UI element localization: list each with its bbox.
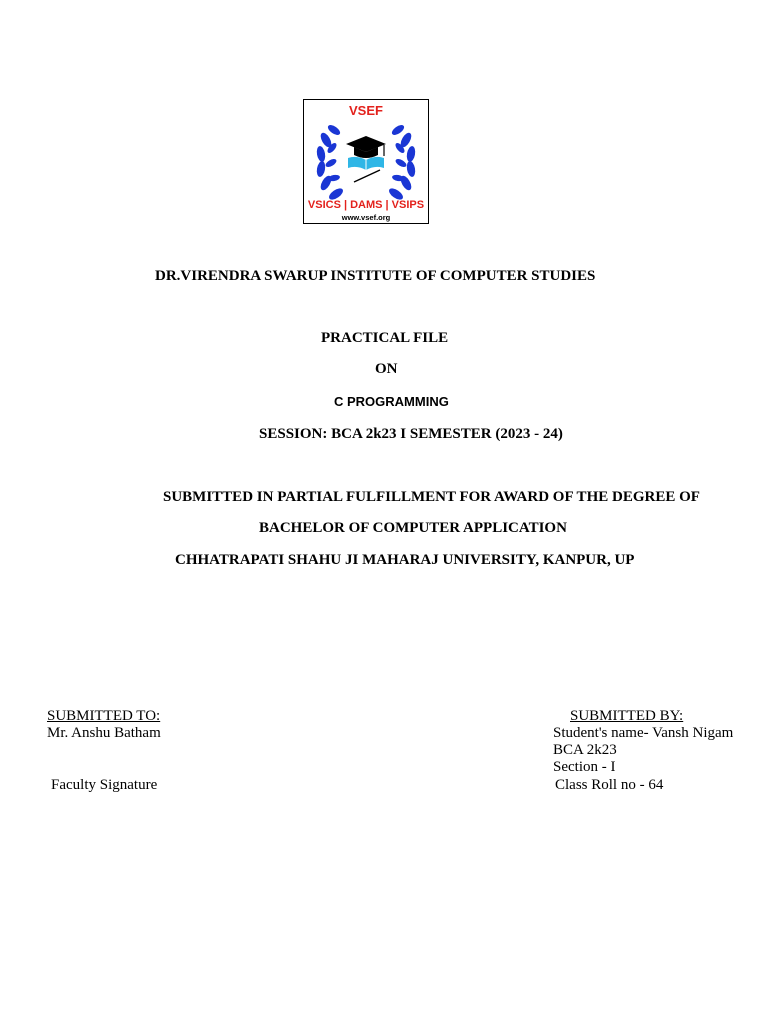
degree-line: BACHELOR OF COMPUTER APPLICATION	[259, 520, 567, 536]
student-class: BCA 2k23	[553, 742, 617, 758]
pen-icon	[354, 170, 380, 182]
submitted-by-heading: SUBMITTED BY:	[570, 708, 684, 724]
session-line: SESSION: BCA 2k23 I SEMESTER (2023 - 24)	[259, 426, 563, 442]
graduation-cap-icon	[346, 136, 386, 158]
faculty-signature-label: Faculty Signature	[51, 777, 158, 793]
open-book-icon	[348, 157, 384, 170]
faculty-name: Mr. Anshu Batham	[47, 725, 161, 741]
student-name: Student's name- Vansh Nigam	[553, 725, 734, 741]
laurel-left-icon	[316, 123, 345, 202]
submitted-to-heading: SUBMITTED TO:	[47, 708, 161, 724]
vsef-emblem-icon	[304, 100, 428, 223]
institute-logo	[303, 99, 429, 224]
student-roll-no: Class Roll no - 64	[555, 777, 664, 793]
logo-url-text: www.vsef.org	[341, 213, 391, 222]
logo-bottom-text: VSICS | DAMS | VSIPS	[307, 199, 425, 211]
subject-title: C PROGRAMMING	[334, 394, 449, 409]
student-section: Section - I	[553, 759, 616, 775]
institute-name: DR.VIRENDRA SWARUP INSTITUTE OF COMPUTER STUDIES	[155, 268, 596, 284]
fulfillment-line: SUBMITTED IN PARTIAL FULFILLMENT FOR AWARD OF THE DEGREE OF	[163, 489, 700, 505]
logo-top-text: VSEF	[349, 103, 383, 118]
practical-file-title: PRACTICAL FILE	[321, 330, 449, 346]
laurel-right-icon	[387, 123, 416, 202]
on-label: ON	[375, 361, 398, 377]
university-line: CHHATRAPATI SHAHU JI MAHARAJ UNIVERSITY, KANPUR, UP	[175, 552, 635, 568]
